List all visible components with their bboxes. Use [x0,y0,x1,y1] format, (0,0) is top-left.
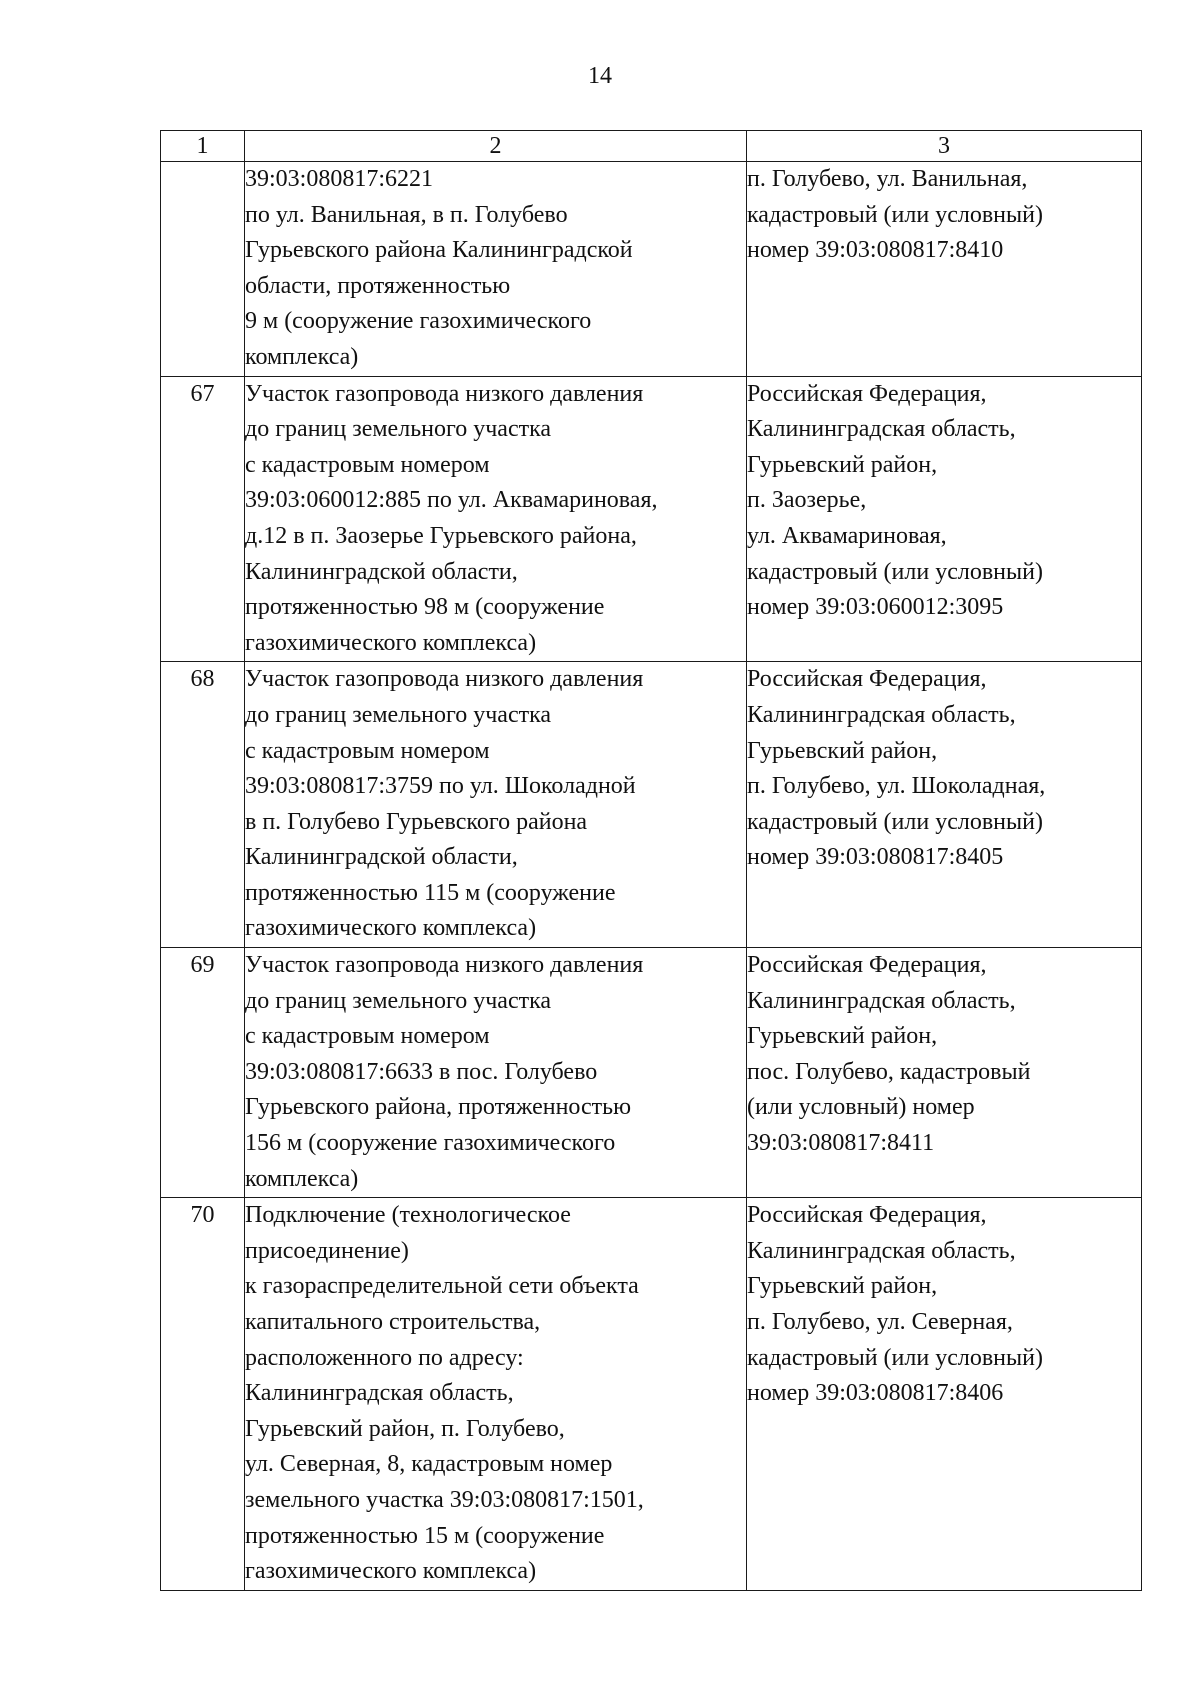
address-line: Калининградская область, [747,987,1016,1014]
description-line: с кадастровым номером [245,1023,490,1050]
row-number-cell [161,162,245,377]
column-header-3: 3 [747,131,1142,162]
description-line: Участок газопровода низкого давления [245,380,644,407]
description-line: 39:03:080817:3759 по ул. Шоколадной [245,773,636,800]
address-line: Калининградская область, [747,416,1016,443]
object-address-cell [747,162,1142,377]
address-line: кадастровый (или условный) [747,1344,1043,1371]
object-description-cell [245,1198,747,1591]
object-description-cell [245,662,747,948]
table-header [161,131,1142,162]
address-line: Российская Федерация, [747,666,987,693]
address-line: номер 39:03:080817:8405 [747,844,1004,871]
description-line: к газораспределительной сети объекта [245,1273,639,1300]
description-line: 9 м (сооружение газохимического [245,308,592,335]
row-number-cell: 69 [161,948,245,1198]
row-number-cell: 67 [161,376,245,662]
description-line: 156 м (сооружение газохимического [245,1130,616,1157]
description-line: газохимического комплекса) [245,915,537,942]
header-row [161,131,1142,162]
description-line: Гурьевский район, п. Голубево, [245,1415,565,1442]
description-line: Участок газопровода низкого давления [245,952,644,979]
description-line: Гурьевского района Калининградской [245,237,633,264]
table-row [161,1198,1142,1591]
object-address-cell [747,662,1142,948]
address-line: п. Заозерье, [747,487,867,514]
description-line: протяженностью 98 м (сооружение [245,594,605,621]
table-row [161,662,1142,948]
description-line: с кадастровым номером [245,737,490,764]
address-line: ул. Аквамариновая, [747,522,947,549]
description-line: области, протяженностью [245,272,511,299]
address-line: номер 39:03:080817:8410 [747,237,1004,264]
address-line: п. Голубево, ул. Ванильная, [747,166,1028,192]
address-line: Российская Федерация, [747,380,987,407]
address-line: п. Голубево, ул. Шоколадная, [747,773,1046,800]
description-line: Калининградская область, [245,1380,514,1407]
table-row [161,948,1142,1198]
description-line: в п. Голубево Гурьевского района [245,808,588,835]
description-line: газохимического комплекса) [245,629,537,656]
description-line: 39:03:060012:885 по ул. Аквамариновая, [245,487,658,514]
description-line: земельного участка 39:03:080817:1501, [245,1486,644,1513]
description-line: расположенного по адресу: [245,1344,524,1371]
description-line: протяженностью 15 м (сооружение [245,1522,605,1549]
description-line: комплекса) [245,1165,359,1192]
column-header-2: 2 [245,131,747,162]
object-description-cell [245,948,747,1198]
column-header-1: 1 [161,131,245,162]
address-line: номер 39:03:060012:3095 [747,594,1004,621]
row-number-cell: 70 [161,1198,245,1591]
table-row [161,376,1142,662]
description-line: капитального строительства, [245,1309,541,1335]
address-line: п. Голубево, ул. Северная, [747,1309,1013,1335]
object-address-cell [747,1198,1142,1591]
address-line: Российская Федерация, [747,952,987,979]
description-line: газохимического комплекса) [245,1558,537,1585]
description-line: присоединение) [245,1237,409,1264]
description-line: Участок газопровода низкого давления [245,666,644,693]
description-line: 39:03:080817:6221 [245,166,434,192]
page-number: 14 [588,63,612,89]
table-body [161,162,1142,1591]
address-line: Гурьевский район, [747,737,938,764]
description-line: с кадастровым номером [245,451,490,478]
address-line: 39:03:080817:8411 [747,1130,935,1157]
row-number-cell: 68 [161,662,245,948]
description-line: протяженностью 115 м (сооружение [245,879,616,906]
description-line: комплекса) [245,343,359,370]
registry-table [160,130,1142,1591]
address-line: Российская Федерация, [747,1202,987,1229]
object-description-cell [245,376,747,662]
address-line: Калининградская область, [747,1237,1016,1264]
object-address-cell [747,948,1142,1198]
address-line: кадастровый (или условный) [747,558,1043,585]
address-line: Гурьевский район, [747,1273,938,1300]
address-line: Калининградская область, [747,701,1016,728]
address-line: Гурьевский район, [747,451,938,478]
object-description-cell [245,162,747,377]
description-line: до границ земельного участка [245,416,552,443]
description-line: д.12 в п. Заозерье Гурьевского района, [245,522,637,549]
description-line: Подключение (технологическое [245,1202,571,1229]
description-line: до границ земельного участка [245,987,552,1014]
description-line: по ул. Ванильная, в п. Голубево [245,201,568,228]
description-line: до границ земельного участка [245,701,552,728]
description-line: Калининградской области, [245,844,518,871]
description-line: Калининградской области, [245,558,518,585]
address-line: кадастровый (или условный) [747,201,1043,228]
object-address-cell [747,376,1142,662]
address-line: кадастровый (или условный) [747,808,1043,835]
description-line: 39:03:080817:6633 в пос. Голубево [245,1058,598,1085]
address-line: Гурьевский район, [747,1023,938,1050]
description-line: Гурьевского района, протяженностью [245,1094,632,1121]
address-line: номер 39:03:080817:8406 [747,1380,1004,1407]
description-line: ул. Северная, 8, кадастровым номер [245,1451,613,1478]
address-line: пос. Голубево, кадастровый [747,1058,1031,1085]
table-row [161,162,1142,377]
address-line: (или условный) номер [747,1094,975,1121]
